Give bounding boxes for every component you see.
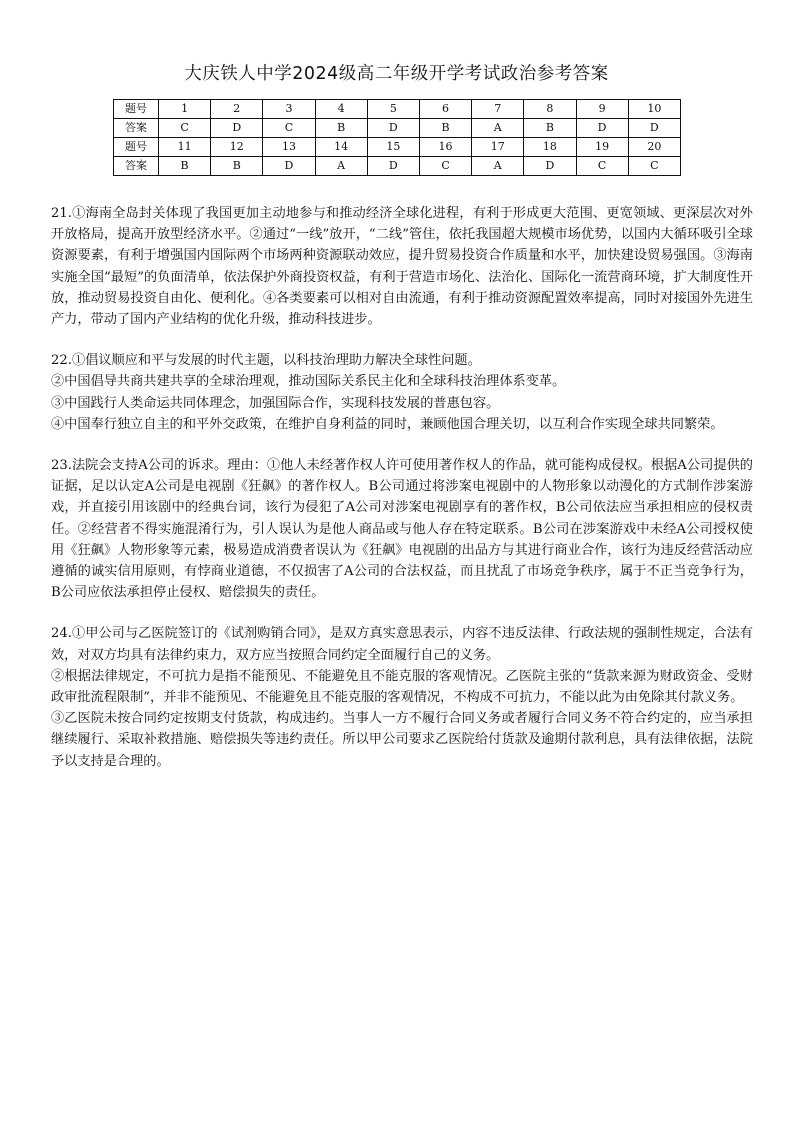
answer-21: [51, 203, 753, 330]
table-cell: 11: [159, 138, 211, 157]
row-header: 答案: [114, 119, 159, 138]
table-cell: C: [576, 157, 628, 176]
table-cell: D: [367, 157, 419, 176]
answer-section: [51, 203, 753, 792]
answer-paragraph: ②中国倡导共商共建共享的全球治理观，推动国际关系民主化和全球科技治理体系变革。: [51, 374, 566, 390]
table-cell: 19: [576, 138, 628, 157]
row-header: 题号: [114, 138, 159, 157]
table-cell: C: [419, 157, 471, 176]
table-cell: 15: [367, 138, 419, 157]
table-cell: B: [524, 119, 576, 138]
table-cell: D: [628, 119, 680, 138]
table-cell: 13: [263, 138, 315, 157]
answer-paragraph: ④中国奉行独立自主的和平外交政策，在维护自身利益的同时，兼顾他国合理关切，以互利合作实现全球共同繁荣。: [51, 416, 724, 432]
table-cell: 6: [419, 100, 471, 119]
table-cell: B: [159, 157, 211, 176]
table-cell: 4: [315, 100, 367, 119]
table-cell: A: [472, 157, 524, 176]
table-cell: 18: [524, 138, 576, 157]
table-cell: 3: [263, 100, 315, 119]
table-cell: C: [159, 119, 211, 138]
answer-22: [51, 350, 753, 435]
table-cell: 10: [628, 100, 680, 119]
table-cell: C: [263, 119, 315, 138]
answer-paragraph: 22.①倡议顺应和平与发展的时代主题，以科技治理助力解决全球性问题。: [51, 353, 481, 369]
answer-key-table: [113, 99, 681, 176]
answer-paragraph: 21.①海南全岛封关体现了我国更加主动地参与和推动经济全球化进程，有利于形成更大范围、更宽领域、更深层次对外开放格局，提高开放型经济水平。②通过“一线”放开，“二线”管住，依托我国超大规模市场优势，以国内大循环吸引全球资源要素，有利于增强国内国际两个市场两种资源联动效应，提升贸易投资合作质量和水平，加快建设贸易强国。③海南实施全国“最短”的负面清单，依法保护外商投资权益，有利于营造市场化、法治化、国际化一流营商环境，扩大制度性开放，推动贸易投资自由化、便利化。④各类要素可以相对自由流通，有利于推动资源配置效率提高，同时对接国外先进生产力，带动了国内产业结构的优化升级，推动科技进步。: [51, 206, 753, 328]
table-cell: 20: [628, 138, 680, 157]
table-cell: 17: [472, 138, 524, 157]
table-row: [114, 138, 681, 157]
table-cell: B: [315, 119, 367, 138]
page-title: 大庆铁人中学2024级高二年级开学考试政治参考答案: [184, 64, 609, 84]
answer-paragraph: ③中国践行人类命运共同体理念，加强国际合作，实现科技发展的普惠包容。: [51, 395, 500, 411]
answer-paragraph: ③乙医院未按合同约定按期支付货款，构成违约。当事人一方不履行合同义务或者履行合同义务不符合约定的，应当承担继续履行、采取补救措施、赔偿损失等违约责任。所以甲公司要求乙医院给付货款及逾期付款利息，具有法律依据，法院予以支持是合理的。: [51, 711, 753, 769]
answer-23: [51, 455, 753, 603]
table-cell: 7: [472, 100, 524, 119]
table-row: [114, 157, 681, 176]
table-cell: 2: [211, 100, 263, 119]
answer-24: [51, 623, 753, 771]
table-cell: 9: [576, 100, 628, 119]
table-cell: D: [263, 157, 315, 176]
table-cell: B: [419, 119, 471, 138]
table-cell: B: [211, 157, 263, 176]
table-cell: D: [524, 157, 576, 176]
table-cell: D: [367, 119, 419, 138]
table-cell: 8: [524, 100, 576, 119]
table-cell: D: [211, 119, 263, 138]
table-cell: A: [315, 157, 367, 176]
table-cell: A: [472, 119, 524, 138]
table-cell: 12: [211, 138, 263, 157]
table-cell: 1: [159, 100, 211, 119]
table-row: [114, 119, 681, 138]
table-cell: C: [628, 157, 680, 176]
table-cell: 14: [315, 138, 367, 157]
row-header: 题号: [114, 100, 159, 119]
answer-paragraph: 24.①甲公司与乙医院签订的《试剂购销合同》，是双方真实意思表示，内容不违反法律、行政法规的强制性规定，合法有效，对双方均具有法律约束力，双方应当按照合同约定全面履行自己的义务。: [51, 626, 753, 663]
row-header: 答案: [114, 157, 159, 176]
table-cell: 5: [367, 100, 419, 119]
answer-paragraph: 23.法院会支持A公司的诉求。理由：①他人未经著作权人许可使用著作权人的作品，就可能构成侵权。根据A公司提供的证据，足以认定A公司是电视剧《狂飙》的著作权人。B公司通过将涉案电视剧中的人物形象以动漫化的方式制作涉案游戏，并直接引用该剧中的经典台词，该行为侵犯了A公司对涉案电视剧享有的著作权，B公司依法应当承担相应的侵权责任。②经营者不得实施混淆行为，引人误认为是他人商品或与他人存在特定联系。B公司在涉案游戏中未经A公司授权使用《狂飙》人物形象等元素，极易造成消费者误认为《狂飙》电视剧的出品方与其进行商业合作，该行为违反经营活动应遵循的诚实信用原则，有悖商业道德，不仅损害了A公司的合法权益，而且扰乱了市场竞争秩序，属于不正当竞争行为，B公司应依法承担停止侵权、赔偿损失的责任。: [51, 458, 753, 601]
answer-paragraph: ②根据法律规定，不可抗力是指不能预见、不能避免且不能克服的客观情况。乙医院主张的“货款来源为财政资金、受财政审批流程限制”，并非不能预见、不能避免且不能克服的客观情况，不构成不可抗力，不能以此为由免除其付款义务。: [51, 668, 753, 706]
table-row: [114, 100, 681, 119]
table-cell: D: [576, 119, 628, 138]
table-cell: 16: [419, 138, 471, 157]
